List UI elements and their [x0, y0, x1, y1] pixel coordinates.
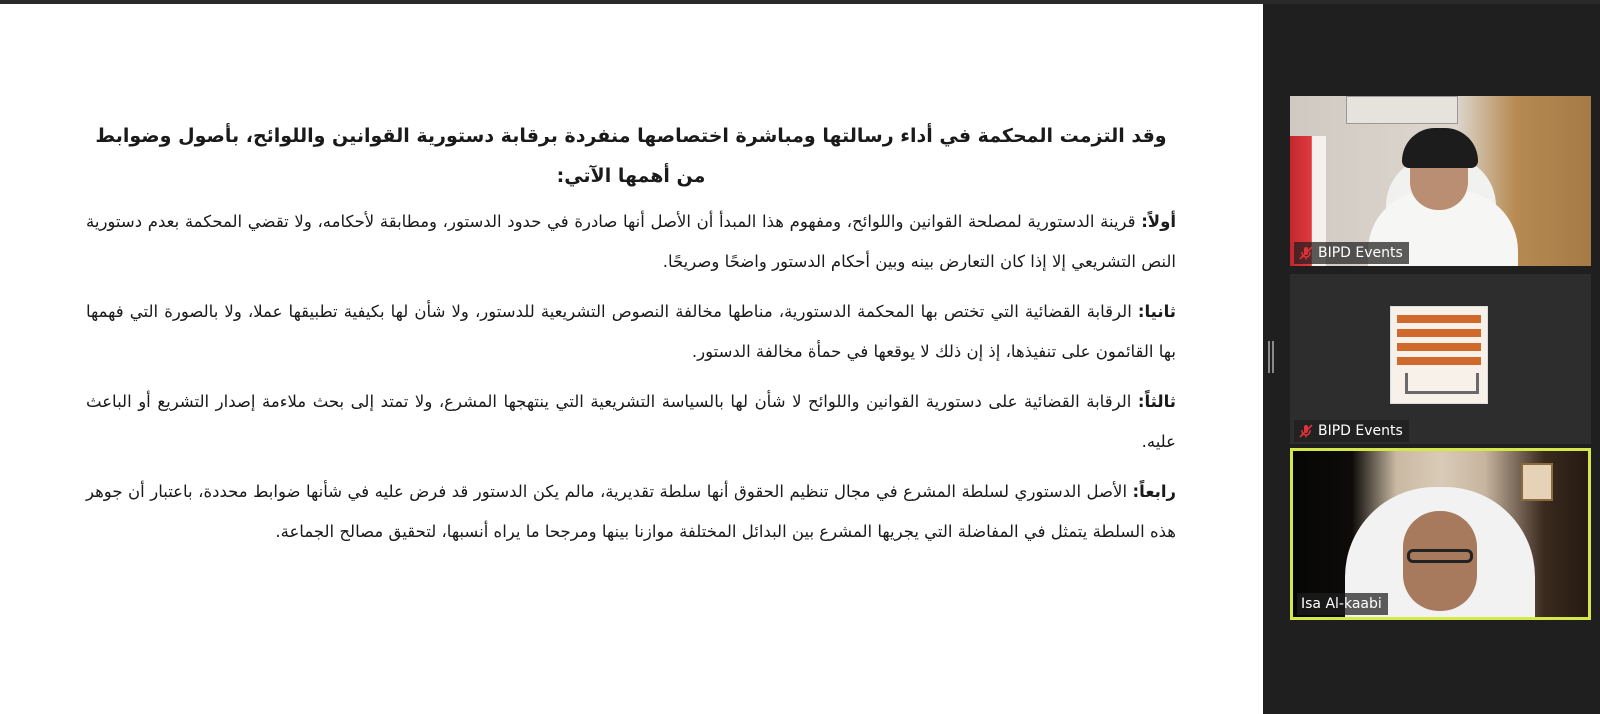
slide-paragraph-4: [86, 472, 1176, 552]
participant-name: BIPD Events: [1318, 423, 1403, 439]
participant-tile-bipd-events-video[interactable]: [1290, 96, 1591, 266]
participants-panel: [1263, 4, 1600, 714]
participant-name-tag: [1294, 242, 1409, 264]
slide-content: [86, 116, 1176, 562]
mic-off-icon: [1298, 423, 1314, 439]
paragraph-3-lead: ثالثاً:: [1137, 392, 1176, 411]
paragraph-1-lead: أولاً:: [1141, 212, 1176, 231]
participant-name-tag: [1294, 420, 1409, 442]
mic-off-icon: [1298, 245, 1314, 261]
shared-slide: [0, 4, 1263, 714]
slide-paragraph-3: [86, 382, 1176, 462]
slide-paragraph-2: [86, 292, 1176, 372]
paragraph-2-lead: ثانيا:: [1137, 302, 1176, 321]
paragraph-2-text: الرقابة القضائية التي تختص بها المحكمة الدستورية، مناطها مخالفة النصوص التشريعية للدستور، ولا شأن لها بكيفية تطبيقها عملا، ولا بالصورة التي فهمها بها القائمون على تنفيذها، إذ إن ذلك لا يوقعها في حمأة مخالفة الدستور.: [86, 302, 1176, 361]
participant-tile-isa-al-kaabi[interactable]: [1290, 448, 1591, 620]
panel-resize-handle[interactable]: [1268, 341, 1274, 373]
participant-name-tag: [1297, 593, 1388, 615]
paragraph-3-text: الرقابة القضائية على دستورية القوانين واللوائح لا شأن لها بالسياسة التشريعية التي ينتهجها المشرع، ولا تمتد إلى بحث ملاءمة إصدار التشريع أو الباعث عليه.: [86, 392, 1176, 451]
participant-name: BIPD Events: [1318, 245, 1403, 261]
paragraph-4-lead: رابعاً:: [1132, 482, 1176, 501]
paragraph-4-text: الأصل الدستوري لسلطة المشرع في مجال تنظيم الحقوق أنها سلطة تقديرية، مالم يكن الدستور قد فرض عليه في شأنها ضوابط محددة، باعتبار أن جوهر هذه السلطة يتمثل في المفاضلة التي يجريها المشرع بين البدائل المختلفة موازنا بينها ومرجحا ما يراه أنسبها، لتحقيق مصالح الجماعة.: [86, 482, 1176, 541]
participant-tile-bipd-events-logo[interactable]: [1290, 274, 1591, 444]
participant-glasses: [1407, 549, 1473, 563]
slide-paragraph-1: [86, 202, 1176, 282]
slide-heading: وقد التزمت المحكمة في أداء رسالتها ومباشرة اختصاصها منفردة برقابة دستورية القوانين واللوائح، بأصول وضوابط من أهمها الآتي:: [95, 125, 1167, 187]
wall-logo-image: [1346, 96, 1458, 124]
paragraph-1-text: قرينة الدستورية لمصلحة القوانين واللوائح، ومفهوم هذا المبدأ أن الأصل أنها صادرة في حدود الدستور، ومطابقة لأحكامه، ولا تقضي المحكمة بعدم دستورية النص التشريعي إلا إذا كان التعارض بينه وبين أحكام الدستور واضحًا وصريحًا.: [86, 212, 1176, 271]
wall-picture-image: [1521, 463, 1553, 501]
bipd-logo-icon: [1390, 306, 1488, 404]
participant-name: Isa Al-kaabi: [1301, 596, 1382, 612]
